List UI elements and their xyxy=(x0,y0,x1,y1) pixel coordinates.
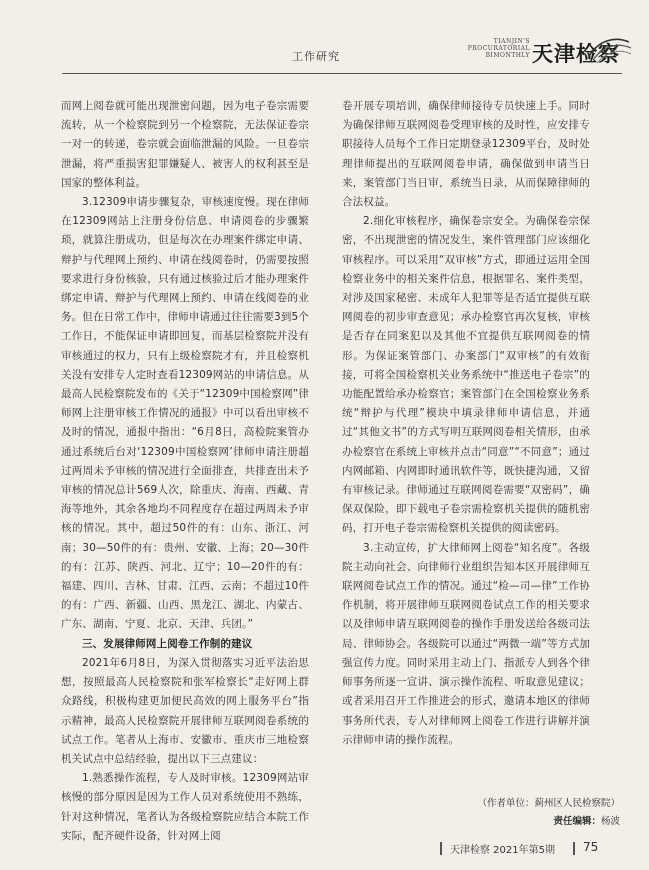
page-number: 75 xyxy=(583,840,599,854)
paragraph: 3.12309申请步骤复杂，审核速度慢。现在律师在12309网站上注册身份信息、申请阅卷的步骤繁琐，就算注册成功，但是每次在办理案件绑定申请、辩护与代理网上预约、申请在线阅卷时，仍需要按照要求进行身份核验，只有通过核验过后才能办理案件绑定申请、辩护与代理网上预约、申请在线阅卷的业务。但在日常工作中，律师申请通过往往需要3到5个工作日，不能保证申请即回复，而基层检察院并没有审核通过的权力，只有上级检察院才有，并且检察机关没有安排专人定时查看12309网站的申请信息。从最高人民检察院发布的《关于“12309中国检察网”律师网上注册审核工作情况的通报》中可以看出审核不及时的情况，通报中指出：“6月8日，高检院案管办通过系统后台对‘12309中国检察网’律师申请注册超过两周未予审核的情况进行全面排查，共排查出未予审核的情况总计569人次，除重庆、海南、西藏、青海等地外，其余各地均不同程度存在超过两周未予审核的情况。其中，超过50件的有：山东、浙江、河南；30—50件的有：贵州、安徽、上海；20—30件的有：江苏、陕西、河北、辽宁；10—20件的有：福建、四川、吉林、甘肃、江西、云南；不超过10件的有：广西、新疆、山西、黑龙江、湖北、内蒙古、广东、湖南、宁夏、北京、天津、兵团。” xyxy=(61,196,309,631)
journal-swirl-logo xyxy=(585,30,633,66)
journal-en-line: BIMONTHLY xyxy=(485,52,530,59)
section-heading: 三、发展律师网上阅卷工作制的建议 xyxy=(82,637,253,650)
footer-divider xyxy=(440,842,442,855)
header-divider xyxy=(62,73,622,74)
journal-english-title xyxy=(440,38,530,59)
page-footer xyxy=(0,838,649,858)
paragraph: 卷开展专项培训，确保律师接待专员快速上手。同时为确保律师互联网阅卷受理审核的及时性，应安排专职接待人员每个工作日定期登录12309平台，及时处理律师提出的互联网阅卷申请，确保做到申请当日来，案管部门当日审，系统当日录，从而保障律师的合法权益。 xyxy=(342,100,590,209)
paragraph: 2021年6月8日，为深入贯彻落实习近平法治思想，按照最高人民检察院和张军检察长“走好网上群众路线，积极构建更加便民高效的网上服务平台”指示精神，最高人民检察院开展律师互联网阅卷系统的试点工作。笔者从上海市、安徽市、重庆市三地检察机关试点中总结经验，提出以下三点建议： xyxy=(61,656,309,765)
footer-journal-issue: 天津检察 2021年第5期 xyxy=(450,845,555,856)
footer-divider xyxy=(573,842,575,855)
responsible-editor xyxy=(420,813,620,831)
paragraph: 而网上阅卷就可能出现泄密问题，因为电子卷宗需要流转，从一个检察院到另一个检察院，无法保证卷宗一对一的转递，卷宗就会面临泄漏的风险。一旦卷宗泄漏，将严重损害犯罪嫌疑人、被害人的权利甚至是国家的整体利益。 xyxy=(61,100,309,189)
author-affiliation: （作者单位：蓟州区人民检察院） xyxy=(477,798,620,809)
paragraph: 2.细化审核程序，确保卷宗安全。为确保卷宗保密，不出现泄密的情况发生，案件管理部门应该细化审核程序。可以采用“双审核”方式，即通过运用全国检察业务中的相关案件信息，根据罪名、案件类型，对涉及国家秘密、未成年人犯罪等是否适宜提供互联网阅卷的初步审查意见；承办检察官再次复核，审核是否存在同案犯以及其他不宜提供互联网阅卷的情形。为保证案管部门、办案部门“双审核”的有效衔接，可将全国检察机关业务系统中“推送电子卷宗”的功能配置给承办检察官；案管部门在全国检察业务系统“辩护与代理”模块中填录律师申请信息，并通过“其他文书”的方式写明互联网阅卷相关情形，由承办检察官在系统上审核并点击“同意”“不同意”；通过内网邮箱、内网即时通讯软件等，既快捷沟通，又留有审核记录。律师通过互联网阅卷需要“双密码”，确保双保险，即下载电子卷宗需检察机关提供的随机密码，打开电子卷宗需检察机关提供的阅读密码。 xyxy=(342,215,590,535)
page-header xyxy=(0,0,649,88)
paragraph: 1.熟悉操作流程，专人及时审核。12309网站审核慢的部分原因是因为工作人员对系统使用不熟练，针对这种情况，笔者认为各级检察院应结合本院工作实际，配齐硬件设备，针对网上阅 xyxy=(61,772,309,842)
journal-en-line: PROCURATORIAL xyxy=(467,45,530,52)
left-text-column xyxy=(61,97,309,846)
section-title: 工作研究 xyxy=(292,50,340,63)
editor-label: 责任编辑： xyxy=(553,816,601,827)
journal-en-line: TIANJIN'S xyxy=(493,38,530,45)
paragraph: 3.主动宣传，扩大律师网上阅卷“知名度”。各级院主动向社会、向律师行业组织告知本区开展律师互联网阅卷试点工作的情况。通过“检—司—律”工作协作机制，将开展律师互联网阅卷试点工作的相关要求以及律师申请互联网阅卷的操作手册发送给各级司法局、律师协会。各级院可以通过“两微一端”等方式加强宣传力度。同时采用主动上门、指派专人到各个律师事务所逐一宣讲、演示操作流程、听取意见建议；或者采用召开工作推进会的形式，邀请本地区的律师事务所代表，专人对律师网上阅卷工作进行讲解并演示律师申请的操作流程。 xyxy=(342,541,590,746)
editor-name: 杨波 xyxy=(600,816,620,827)
right-text-column xyxy=(342,97,590,750)
journal-logo-text: 天津检察 xyxy=(532,41,620,66)
